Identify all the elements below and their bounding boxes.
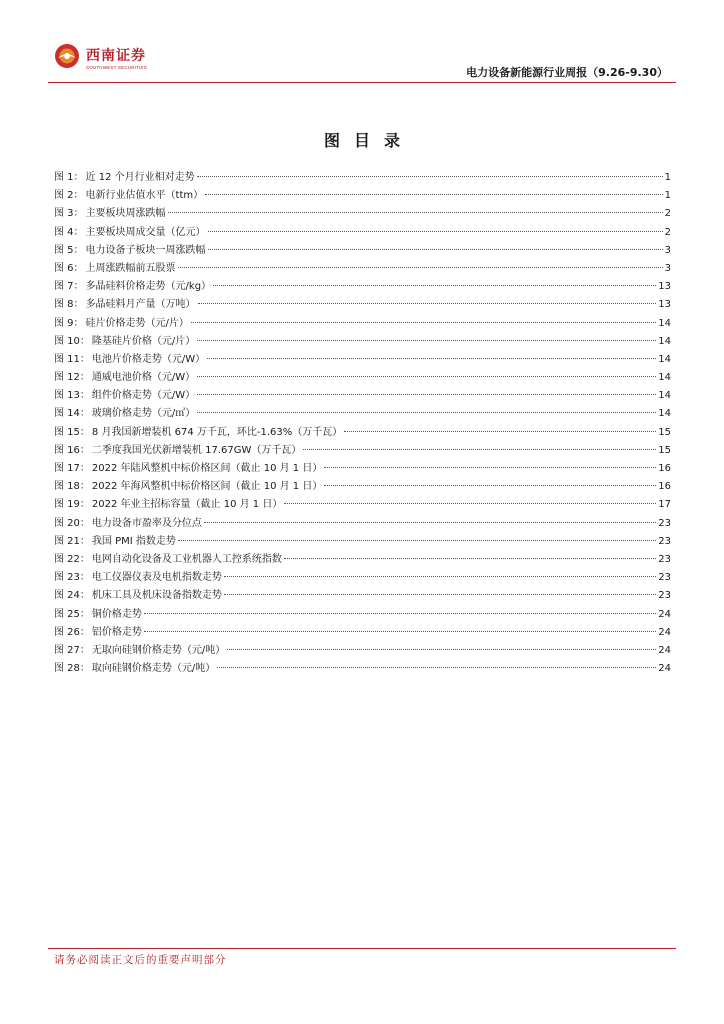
toc-entry-page: 23 — [658, 517, 671, 529]
toc-entry-number: 图 13： — [54, 390, 90, 402]
toc-entry-page: 3 — [664, 262, 671, 274]
toc-dot-leader — [227, 649, 656, 650]
toc-entry-page: 24 — [658, 626, 671, 638]
toc-entry[interactable] — [54, 606, 671, 624]
toc-entry[interactable] — [54, 569, 671, 587]
toc-entry-page: 23 — [658, 572, 671, 584]
toc-entry-number: 图 15： — [54, 426, 90, 438]
toc-dot-leader — [303, 449, 656, 450]
toc-entry-number: 图 22： — [54, 553, 90, 565]
toc-entry-number: 图 28： — [54, 663, 90, 675]
toc-entry-title: 硅片价格走势（元/片） — [85, 317, 189, 329]
toc-entry-title: 上周涨跌幅前五股票 — [85, 262, 176, 274]
toc-entry-number: 图 20： — [54, 517, 90, 529]
toc-entry-title: 铜价格走势 — [91, 608, 142, 620]
toc-entry[interactable] — [54, 296, 671, 314]
toc-entry[interactable] — [54, 460, 671, 478]
toc-dot-leader — [168, 212, 663, 213]
toc-entry-number: 图 1： — [54, 172, 84, 183]
toc-entry-title: 主要板块周成交量（亿元） — [85, 226, 206, 238]
toc-entry-title: 多晶硅料价格走势（元/kg） — [85, 281, 212, 293]
toc-entry-number: 图 4： — [54, 226, 84, 238]
toc-entry-page: 14 — [658, 408, 671, 420]
toc-entry-number: 图 16： — [54, 444, 90, 456]
toc-dot-leader — [178, 267, 663, 268]
toc-entry[interactable] — [54, 187, 671, 205]
toc-entry-number: 图 9： — [54, 317, 84, 329]
toc-entry[interactable] — [54, 351, 671, 369]
toc-entry-page: 23 — [658, 553, 671, 565]
toc-entry[interactable] — [54, 224, 671, 242]
toc-entry-page: 24 — [658, 644, 671, 656]
toc-dot-leader — [284, 558, 656, 559]
toc-entry-page: 14 — [658, 317, 671, 329]
logo-chinese-name: 西南证券 — [86, 48, 146, 64]
toc-entry-title: 机床工具及机床设备指数走势 — [91, 590, 222, 602]
toc-entry-title: 电新行业估值水平（ttm） — [85, 190, 204, 202]
toc-entry[interactable] — [54, 260, 671, 278]
toc-entry[interactable] — [54, 369, 671, 387]
toc-entry-number: 图 2： — [54, 190, 84, 202]
toc-entry-title: 2022 年陆风整机中标价格区间（截止 10 月 1 日） — [91, 463, 323, 474]
toc-entry-title: 电工仪器仪表及电机指数走势 — [91, 572, 222, 584]
toc-dot-leader — [197, 394, 656, 395]
toc-entry[interactable] — [54, 387, 671, 405]
toc-entry-title: 玻璃价格走势（元/㎡） — [91, 408, 196, 420]
toc-entry-number: 图 26： — [54, 626, 90, 638]
toc-entry-number: 图 10： — [54, 335, 90, 347]
toc-entry-page: 14 — [658, 390, 671, 402]
toc-dot-leader — [344, 431, 656, 432]
toc-entry-page: 1 — [664, 172, 671, 183]
toc-entry[interactable] — [54, 442, 671, 460]
toc-entry-title: 8 月我国新增装机 674 万千瓦，环比-1.63%（万千瓦） — [91, 426, 343, 438]
toc-entry-title: 近 12 个月行业相对走势 — [85, 172, 195, 183]
toc-entry-page: 16 — [658, 463, 671, 474]
toc-entry-page: 13 — [658, 299, 671, 311]
toc-entry-number: 图 6： — [54, 262, 84, 274]
toc-entry-title: 隆基硅片价格（元/片） — [91, 335, 196, 347]
toc-entry-title: 取向硅钢价格走势（元/吨） — [91, 663, 216, 675]
toc-dot-leader — [197, 340, 656, 341]
toc-entry-title: 2022 年业主招标容量（截止 10 月 1 日） — [91, 499, 283, 511]
toc-entry-page: 14 — [658, 353, 671, 365]
toc-entry[interactable] — [54, 405, 671, 423]
toc-entry-page: 15 — [658, 444, 671, 456]
footer-disclaimer: 请务必阅读正文后的重要声明部分 — [54, 954, 227, 966]
toc-entry[interactable] — [54, 624, 671, 642]
toc-dot-leader — [213, 285, 656, 286]
toc-entry-page: 2 — [664, 208, 671, 220]
toc-dot-leader — [144, 613, 656, 614]
toc-entry-number: 图 7： — [54, 281, 84, 293]
toc-entry-number: 图 23： — [54, 572, 90, 584]
toc-entry-title: 电池片价格走势（元/W） — [91, 353, 206, 365]
toc-dot-leader — [207, 358, 656, 359]
toc-entry-page: 1 — [664, 190, 671, 202]
report-title: 电力设备新能源行业周报（9.26-9.30） — [466, 66, 668, 79]
toc-entry[interactable] — [54, 515, 671, 533]
header-divider — [48, 82, 676, 83]
toc-entry-page: 14 — [658, 335, 671, 347]
toc-entry-page: 3 — [664, 244, 671, 256]
toc-dot-leader — [197, 412, 656, 413]
toc-entry-number: 图 11： — [54, 353, 90, 365]
toc-entry-title: 铝价格走势 — [91, 626, 142, 638]
figure-table-of-contents — [54, 169, 671, 678]
toc-dot-leader — [197, 176, 663, 177]
toc-entry-number: 图 12： — [54, 372, 90, 384]
toc-dot-leader — [198, 303, 657, 304]
toc-entry[interactable] — [54, 587, 671, 605]
toc-dot-leader — [284, 503, 656, 504]
toc-entry-number: 图 14： — [54, 408, 90, 420]
toc-entry[interactable] — [54, 642, 671, 660]
page-header — [0, 0, 724, 85]
toc-entry-number: 图 3： — [54, 208, 84, 220]
toc-entry-title: 无取向硅钢价格走势（元/吨） — [91, 644, 226, 656]
toc-entry-title: 多晶硅料月产量（万吨） — [85, 299, 196, 311]
toc-entry-page: 17 — [658, 499, 671, 511]
toc-entry-number: 图 8： — [54, 299, 84, 311]
toc-entry-page: 2 — [664, 226, 671, 238]
toc-entry-number: 图 19： — [54, 499, 90, 511]
toc-entry-page: 23 — [658, 535, 671, 547]
toc-entry-page: 16 — [658, 481, 671, 493]
toc-entry-page: 13 — [658, 281, 671, 293]
toc-entry-page: 15 — [658, 426, 671, 438]
toc-dot-leader — [205, 194, 662, 195]
page-title: 图目录 — [323, 131, 414, 150]
toc-entry-number: 图 5： — [54, 244, 84, 256]
toc-dot-leader — [191, 322, 656, 323]
toc-dot-leader — [208, 231, 663, 232]
toc-entry[interactable] — [54, 533, 671, 551]
logo-emblem-icon — [54, 43, 80, 69]
toc-dot-leader — [208, 249, 663, 250]
toc-entry[interactable] — [54, 333, 671, 351]
toc-dot-leader — [178, 540, 656, 541]
toc-entry[interactable] — [54, 424, 671, 442]
toc-entry[interactable] — [54, 478, 671, 496]
toc-entry-title: 电力设备市盈率及分位点 — [91, 517, 202, 529]
toc-entry-number: 图 17： — [54, 463, 90, 474]
toc-dot-leader — [324, 485, 656, 486]
toc-dot-leader — [204, 522, 656, 523]
toc-entry-title: 通威电池价格（元/W） — [91, 372, 196, 384]
toc-entry-page: 14 — [658, 372, 671, 384]
toc-entry-page: 24 — [658, 663, 671, 675]
toc-entry-title: 电力设备子板块一周涨跌幅 — [85, 244, 206, 256]
toc-entry[interactable] — [54, 551, 671, 569]
toc-entry[interactable] — [54, 660, 671, 678]
toc-dot-leader — [324, 467, 656, 468]
toc-entry-title: 组件价格走势（元/W） — [91, 390, 196, 402]
toc-entry[interactable] — [54, 496, 671, 514]
toc-entry[interactable] — [54, 278, 671, 296]
toc-dot-leader — [224, 576, 656, 577]
toc-entry[interactable] — [54, 205, 671, 223]
company-logo — [54, 43, 154, 75]
toc-entry-number: 图 18： — [54, 481, 90, 493]
toc-entry-number: 图 27： — [54, 644, 90, 656]
toc-entry-number: 图 24： — [54, 590, 90, 602]
logo-english-name: SOUTHWEST SECURITIES — [86, 65, 147, 70]
toc-entry[interactable] — [54, 242, 671, 260]
toc-dot-leader — [144, 631, 656, 632]
toc-entry-title: 主要板块周涨跌幅 — [85, 208, 166, 220]
toc-entry-title: 二季度我国光伏新增装机 17.67GW（万千瓦） — [91, 444, 302, 456]
toc-entry[interactable] — [54, 315, 671, 333]
toc-entry-page: 23 — [658, 590, 671, 602]
toc-entry-page: 24 — [658, 608, 671, 620]
toc-entry[interactable] — [54, 169, 671, 187]
toc-entry-number: 图 21： — [54, 535, 90, 547]
toc-entry-title: 我国 PMI 指数走势 — [91, 535, 176, 547]
toc-entry-title: 电网自动化设备及工业机器人工控系统指数 — [91, 553, 282, 565]
toc-entry-number: 图 25： — [54, 608, 90, 620]
footer-divider — [48, 948, 676, 949]
toc-entry-title: 2022 年海风整机中标价格区间（截止 10 月 1 日） — [91, 481, 323, 493]
toc-dot-leader — [224, 594, 656, 595]
toc-dot-leader — [217, 667, 656, 668]
toc-dot-leader — [197, 376, 656, 377]
